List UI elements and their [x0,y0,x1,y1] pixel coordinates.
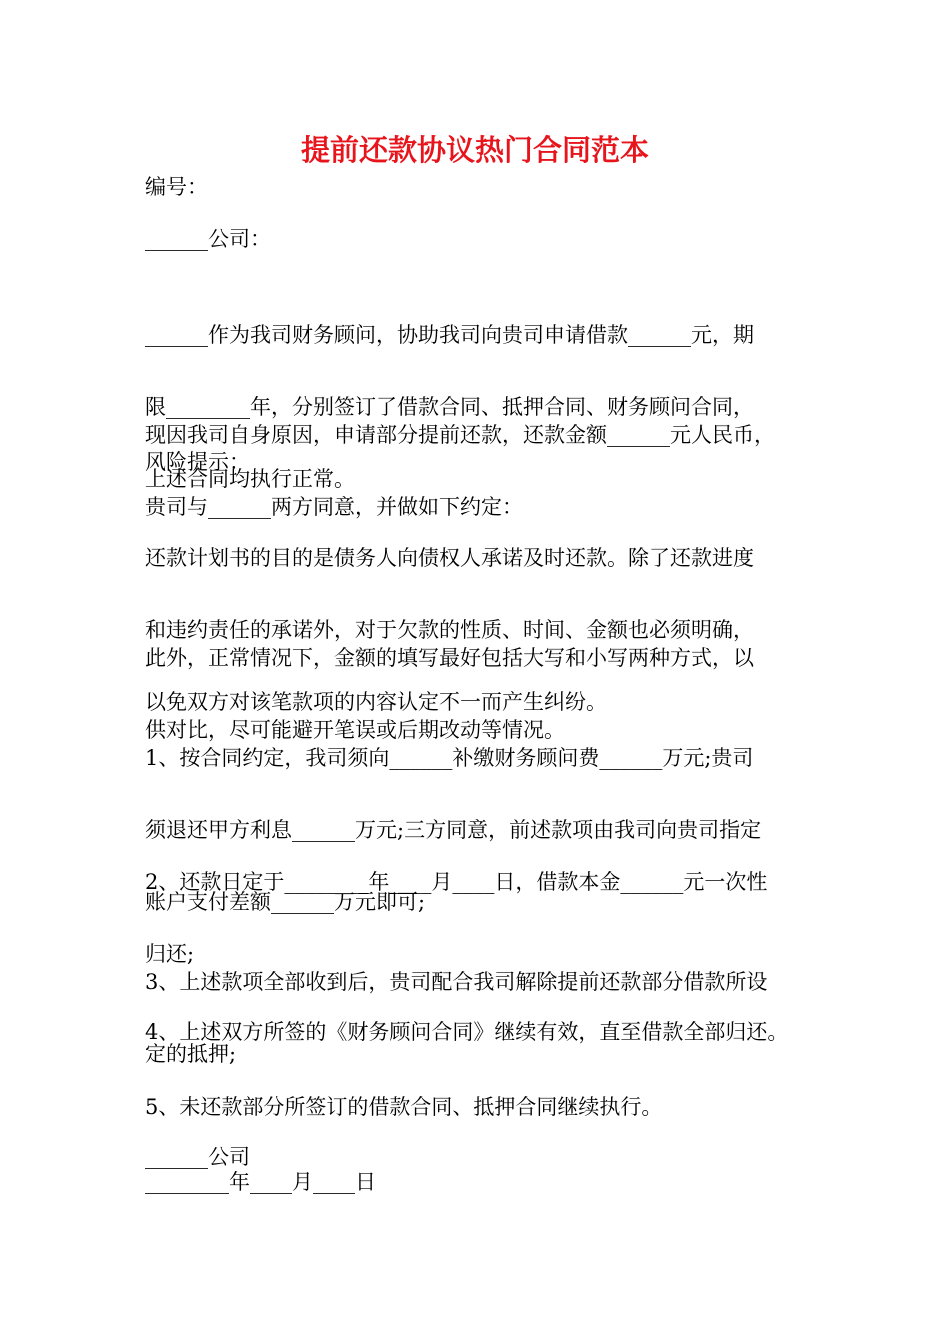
clause-4: 4、上述双方所签的《财务顾问合同》继续有效，直至借款全部归还。 [145,1020,789,1044]
signature-date: ________年____月____日 [145,1170,376,1194]
clause-5: 5、未还款部分所签订的借款合同、抵押合同继续执行。 [145,1095,663,1119]
clause-line: 1、按合同约定，我司须向______补缴财务顾问费______万元;贵司 [145,746,754,770]
clause-line: 定的抵押; [145,1042,237,1066]
intro-line: ______作为我司财务顾问，协助我司向贵司申请借款______元，期 [145,323,754,347]
contract-number-label: 编号： [145,175,208,199]
risk-line: 供对比，尽可能避开笔误或后期改动等情况。 [145,718,565,742]
clause-line: 须退还甲方利息______万元;三方同意，前述款项由我司向贵司指定 [145,818,762,842]
risk-line: 此外，正常情况下，金额的填写最好包括大写和小写两种方式，以 [145,646,754,670]
clause-line: 归还; [145,942,195,966]
clause-3 [145,922,825,1114]
clause-line: 2、还款日定于________年____月____日，借款本金______元一次性 [145,870,768,894]
document-title: 提前还款协议热门合同范本 [300,133,649,167]
risk-line: 还款计划书的目的是债务人向债权人承诺及时还款。除了还款进度 [145,546,754,570]
clause-line: 3、上述款项全部收到后，贵司配合我司解除提前还款部分借款所设 [145,970,768,994]
risk-line: 以免双方对该笔款项的内容认定不一而产生纠纷。 [145,690,607,714]
request-line: 现因我司自身原因，申请部分提前还款，还款金额______元人民币， [145,423,775,447]
intro-line: 限________年，分别签订了借款合同、抵押合同、财务顾问合同， [145,395,754,419]
risk-line: 和违约责任的承诺外，对于欠款的性质、时间、金额也必须明确， [145,618,754,642]
intro-line: 上述合同均执行正常。 [145,467,355,491]
addressee-line: ______公司： [145,227,271,251]
request-line: 贵司与______两方同意，并做如下约定： [145,495,523,519]
signature-company: ______公司 [145,1145,250,1169]
clause-line: 账户支付差额______万元即可; [145,890,426,914]
risk-heading: 风险提示： [145,450,250,474]
